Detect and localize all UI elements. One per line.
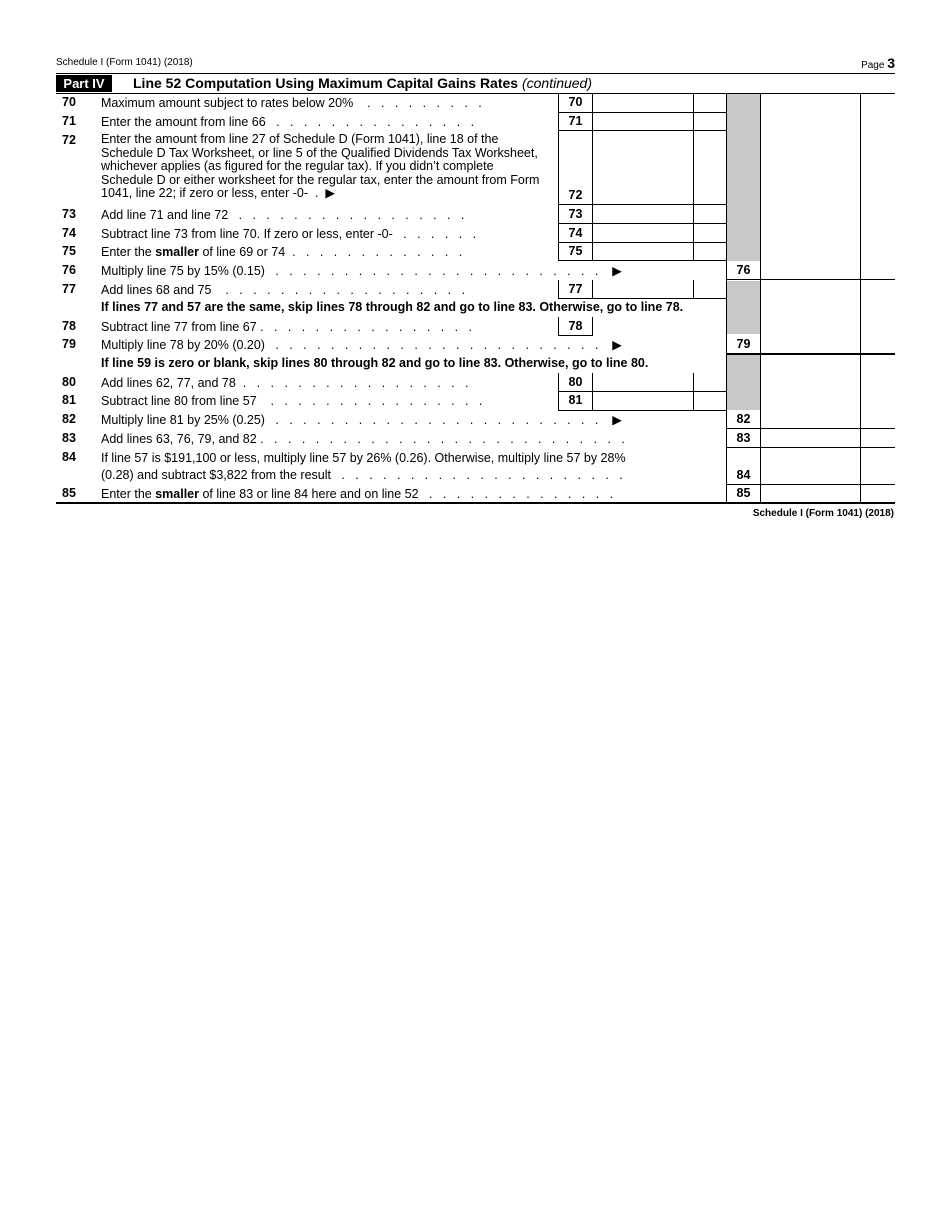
line-desc: Add lines 68 and 75 . . . . . . . . . . . . . . . . . .	[101, 283, 466, 297]
line-text: Add line 71 and line 72	[101, 208, 229, 222]
amount-field[interactable]	[761, 485, 860, 502]
amount-field[interactable]	[761, 410, 860, 428]
line-desc: Subtract line 80 from line 57 . . . . . . . . . . . . . . . .	[101, 394, 483, 408]
amount-field[interactable]	[761, 335, 860, 353]
line-desc: Add lines 63, 76, 79, and 82 . . . . . . . . . . . . . . . . . . . . . . . . . . .	[101, 432, 625, 446]
line-number: 76	[62, 263, 76, 277]
line-text: of line 69 or 74	[198, 245, 286, 259]
line-text: (0.28) and subtract $3,822 from the result	[101, 468, 331, 482]
line-number: 82	[62, 412, 76, 426]
amount-field[interactable]	[593, 243, 693, 260]
row-rule	[558, 260, 726, 261]
line-desc: Subtract line 73 from line 70. If zero or less, enter -0- . . . . . .	[101, 227, 477, 241]
amount-field[interactable]	[593, 280, 693, 298]
line-text: Multiply line 78 by 20% (0.20)	[101, 338, 265, 352]
line-text-bold: smaller	[155, 487, 199, 501]
row-rule	[726, 353, 895, 355]
amount-field[interactable]	[593, 95, 693, 112]
line-text: Maximum amount subject to rates below 20%	[101, 96, 354, 110]
line-text: Multiply line 81 by 25% (0.25)	[101, 413, 265, 427]
line-box-number: 74	[568, 226, 583, 240]
amount-field[interactable]	[761, 429, 860, 447]
shaded-cell	[726, 281, 760, 334]
line-number: 85	[62, 486, 76, 500]
footer-form-reference: Schedule I (Form 1041) (2018)	[752, 508, 894, 519]
instruction-note: If line 59 is zero or blank, skip lines 80 through 82 and go to line 83. Otherwise, go to line 80.	[101, 356, 649, 370]
line-box-number: 73	[568, 207, 583, 221]
line-number: 84	[62, 450, 76, 464]
line-number: 80	[62, 375, 76, 389]
line-number: 71	[62, 114, 76, 128]
line-desc: Multiply line 81 by 25% (0.25) . . . . . . . . . . . . . . . . . . . . . . . . ▶	[101, 413, 622, 427]
line-number: 77	[62, 282, 76, 296]
part-title-suffix: (continued)	[521, 75, 593, 91]
row-rule	[558, 298, 726, 299]
line-box-number: 78	[568, 319, 583, 333]
inner-col-amount	[693, 94, 694, 260]
amount-field[interactable]	[761, 262, 860, 279]
row-rule	[726, 279, 895, 280]
line-box-number: 76	[736, 263, 751, 277]
line-text: Subtract line 80 from line 57	[101, 394, 257, 408]
line-box-number: 82	[736, 412, 751, 426]
row-rule	[558, 335, 593, 336]
line-box-number: 84	[736, 468, 751, 482]
line-box-number: 72	[568, 188, 583, 202]
line-text: Multiply line 75 by 15% (0.15)	[101, 264, 265, 278]
line-text: Subtract line 77 from line 67	[101, 320, 257, 334]
amount-field[interactable]	[593, 392, 693, 410]
bottom-rule	[56, 502, 895, 504]
outer-col-amount	[860, 94, 861, 502]
line-desc: Subtract line 77 from line 67 . . . . . . . . . . . . . . . .	[101, 320, 472, 334]
page-number	[800, 55, 895, 71]
page-number-value: 3	[887, 55, 895, 71]
line-box-number: 79	[736, 337, 751, 351]
line-desc: Multiply line 78 by 20% (0.20) . . . . . . . . . . . . . . . . . . . . . . . . ▶	[101, 338, 622, 352]
line-box-number: 77	[568, 282, 583, 296]
amount-field[interactable]	[593, 131, 693, 204]
line-text: Subtract line 73 from line 70. If zero or less, enter -0-	[101, 227, 393, 241]
line-desc: Enter the smaller of line 69 or 74 . . . . . . . . . . . . .	[101, 245, 463, 259]
line-desc: (0.28) and subtract $3,822 from the result . . . . . . . . . . . . . . . . . . . . .	[101, 468, 623, 482]
amount-field[interactable]	[593, 224, 693, 242]
amount-field[interactable]	[593, 205, 693, 223]
line-box-number: 81	[568, 393, 583, 407]
line-desc: Add line 71 and line 72 . . . . . . . . . . . . . . . . .	[101, 208, 465, 222]
amount-field[interactable]	[593, 373, 693, 391]
line-number: 73	[62, 207, 76, 221]
line-number: 78	[62, 319, 76, 333]
line-box-number: 80	[568, 375, 583, 389]
line-text: of line 83 or line 84 here and on line 52	[198, 487, 419, 501]
instruction-note: If lines 77 and 57 are the same, skip lines 78 through 82 and go to line 83. Otherwise, go to line 78.	[101, 300, 684, 314]
amount-field[interactable]	[761, 448, 860, 484]
line-text: Enter the	[101, 245, 156, 259]
part-label: Part IV	[56, 75, 112, 92]
line-box-number: 70	[568, 95, 583, 109]
line-desc: Enter the smaller of line 83 or line 84 here and on line 52 . . . . . . . . . . . . . .	[101, 487, 614, 501]
shaded-cell	[726, 94, 760, 261]
line-number: 75	[62, 244, 76, 258]
line-text: Add lines 62, 77, and 78	[101, 376, 236, 390]
line-text: Enter the amount from line 66	[101, 115, 266, 129]
line-box-number: 71	[568, 114, 583, 128]
part-title-text: Line 52 Computation Using Maximum Capital Gains Rates	[133, 75, 519, 91]
line-desc: Maximum amount subject to rates below 20% . . . . . . . . .	[101, 96, 482, 110]
amount-field[interactable]	[593, 317, 693, 335]
line-box-number: 83	[736, 431, 751, 445]
line-number: 81	[62, 393, 76, 407]
line-desc: Enter the amount from line 66 . . . . . . . . . . . . . . .	[101, 115, 475, 129]
line-number: 70	[62, 95, 76, 109]
line-box-number: 85	[736, 486, 751, 500]
line-number: 83	[62, 431, 76, 445]
row-rule	[558, 410, 726, 411]
form-reference: Schedule I (Form 1041) (2018)	[56, 57, 193, 68]
page-label: Page	[861, 60, 885, 71]
part-title	[133, 74, 592, 92]
line-text: Enter the amount from line 27 of Schedule D (Form 1041), line 18 of the Schedule D Tax Worksheet, or line 5 of the Qualified Dividends Tax Worksheet, whichever applies (as figured for the regular tax). If you didn’t complete Schedule D or either worksheet for the regular tax, enter the amount from Form 1041, line 22; if zero or less, enter -0-	[101, 132, 540, 200]
line-text: Enter the	[101, 487, 156, 501]
line-desc: Enter the amount from line 27 of Schedule D (Form 1041), line 18 of the Schedule D Tax Worksheet, or line 5 of the Qualified Dividends Tax Worksheet, whichever applies (as figured for the regular tax). If you didn’t complete Schedule D or either worksheet for the regular tax, enter the amount from Form 1041, line 22; if zero or less, enter -0- . ▶	[101, 132, 540, 200]
line-text: Add lines 63, 76, 79, and 82	[101, 432, 257, 446]
line-desc: If line 57 is $191,100 or less, multiply line 57 by 26% (0.26). Otherwise, multiply line 57 by 28%	[101, 451, 626, 465]
line-number: 79	[62, 337, 76, 351]
amount-field[interactable]	[593, 113, 693, 130]
line-desc: Add lines 62, 77, and 78 . . . . . . . . . . . . . . . . .	[101, 376, 469, 390]
line-box-number: 75	[568, 244, 583, 258]
shaded-cell	[726, 355, 760, 410]
line-desc: Multiply line 75 by 15% (0.15) . . . . . . . . . . . . . . . . . . . . . . . . ▶	[101, 264, 622, 278]
line-text-bold: smaller	[155, 245, 199, 259]
line-number: 72	[62, 133, 76, 147]
line-number: 74	[62, 226, 76, 240]
part-rule	[56, 93, 895, 94]
line-text: Add lines 68 and 75	[101, 283, 212, 297]
inner-col-amount	[693, 280, 694, 298]
